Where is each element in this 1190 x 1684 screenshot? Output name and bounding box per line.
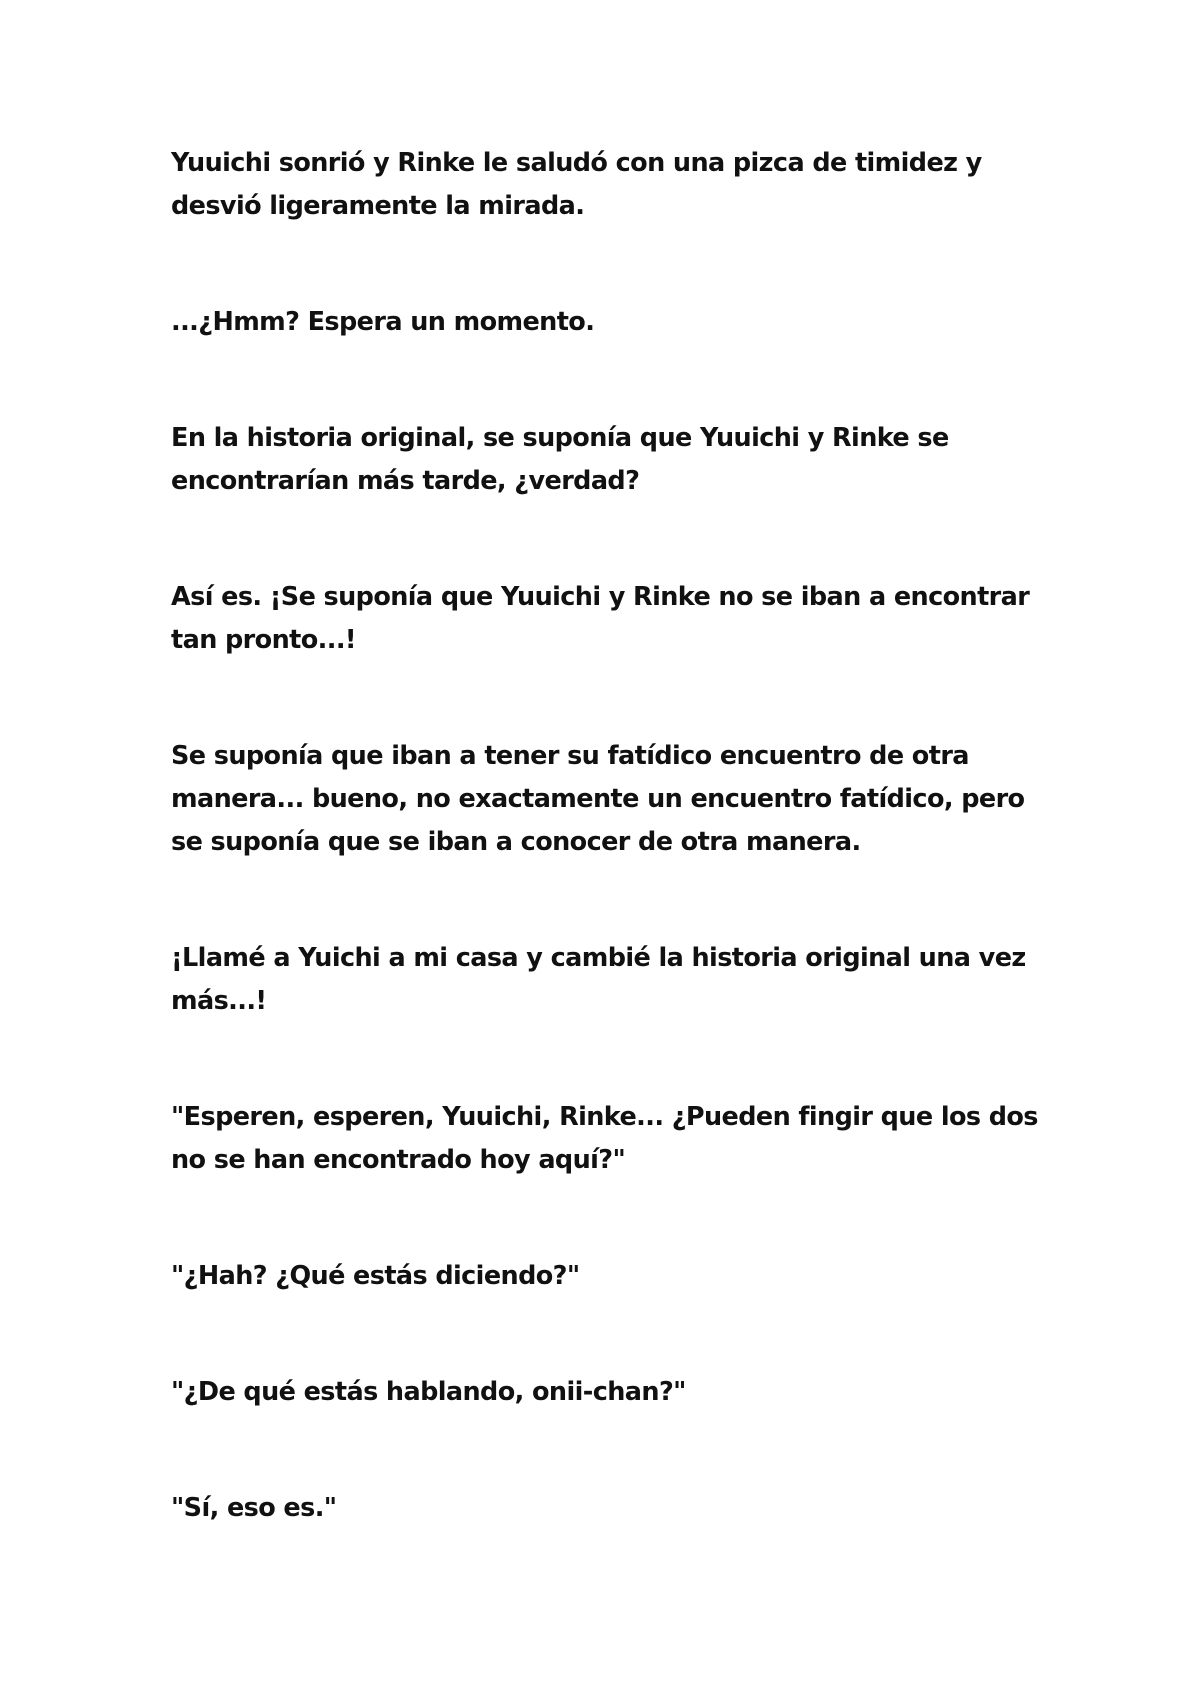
paragraph-line: Se suponía que iban a tener su fatídico encuentro de otra <box>171 741 969 771</box>
paragraph-line: "¿Hah? ¿Qué estás diciendo?" <box>171 1261 580 1291</box>
paragraph-line: "Esperen, esperen, Yuuichi, Rinke... ¿Pueden fingir que los dos <box>171 1102 1038 1132</box>
paragraph <box>171 735 1031 864</box>
paragraph-line: se suponía que se iban a conocer de otra manera. <box>171 827 861 857</box>
paragraph-line: "Sí, eso es." <box>171 1493 337 1523</box>
paragraph-line: no se han encontrado hoy aquí?" <box>171 1145 626 1175</box>
paragraph <box>171 1255 1031 1298</box>
paragraph <box>171 1487 1031 1530</box>
paragraph <box>171 1371 1031 1414</box>
paragraph-line: ...¿Hmm? Espera un momento. <box>171 307 595 337</box>
paragraph <box>171 937 1031 1023</box>
paragraph <box>171 301 1031 344</box>
text-column <box>171 142 1038 1530</box>
paragraph-line: Yuuichi sonrió y Rinke le saludó con una pizca de timidez y <box>171 148 982 178</box>
paragraph-line: En la historia original, se suponía que Yuuichi y Rinke se <box>171 423 949 453</box>
paragraph-line: Así es. ¡Se suponía que Yuuichi y Rinke no se iban a encontrar <box>171 582 1030 612</box>
paragraph-line: "¿De qué estás hablando, onii-chan?" <box>171 1377 686 1407</box>
paragraph-line: ¡Llamé a Yuichi a mi casa y cambié la historia original una vez <box>171 943 1026 973</box>
paragraph-line: tan pronto...! <box>171 625 356 655</box>
paragraph-line: desvió ligeramente la mirada. <box>171 191 585 221</box>
paragraph-line: encontrarían más tarde, ¿verdad? <box>171 466 640 496</box>
paragraph <box>171 576 1031 662</box>
paragraph-line: más...! <box>171 986 267 1016</box>
paragraph <box>171 1096 1038 1182</box>
paragraph-line: manera... bueno, no exactamente un encuentro fatídico, pero <box>171 784 1025 814</box>
paragraph <box>171 417 1031 503</box>
paragraph <box>171 142 1031 228</box>
